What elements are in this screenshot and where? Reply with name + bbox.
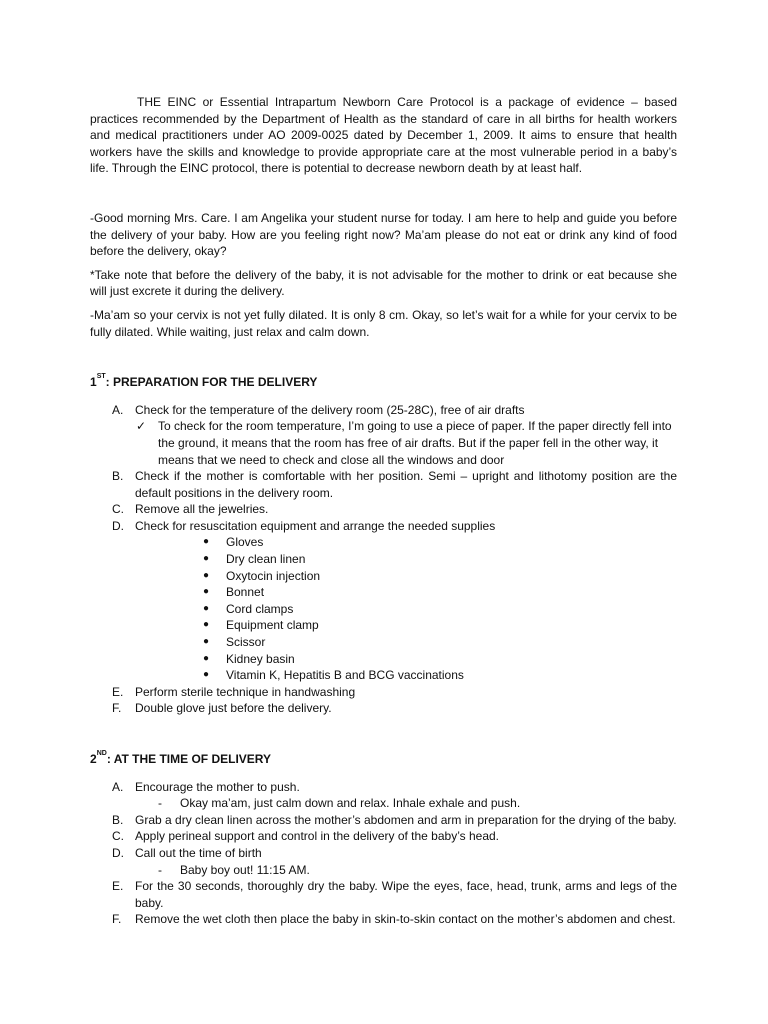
item-letter: C. xyxy=(112,829,124,844)
item-text: Grab a dry clean linen across the mother’s abdomen and arm in preparation for the drying of the baby. xyxy=(135,812,677,827)
bullet-icon: ● xyxy=(203,619,210,631)
note-paragraph: *Take note that before the delivery of the baby, it is not advisable for the mother to drink or eat because she will just excrete it during the delivery. xyxy=(90,267,677,299)
item-text: Encourage the mother to push. xyxy=(135,779,300,794)
supply-item xyxy=(90,584,677,601)
cervix-dialogue: -Ma’am so your cervix is not yet fully dilated. It is only 8 cm. Okay, so let’s wait for a while for your cervix to be fully dilated. While waiting, just relax and calm down. xyxy=(90,307,677,339)
list-item xyxy=(90,779,677,796)
supply-text: Kidney basin xyxy=(226,651,295,666)
item-letter: A. xyxy=(112,402,124,417)
list-item xyxy=(90,845,677,862)
dash-subitem xyxy=(90,862,677,879)
list-item xyxy=(90,684,677,701)
supply-item xyxy=(90,634,677,651)
list-item xyxy=(90,828,677,845)
item-text: Call out the time of birth xyxy=(135,845,262,860)
item-text: Apply perineal support and control in the delivery of the baby’s head. xyxy=(135,829,500,844)
list-item xyxy=(90,402,677,419)
item-letter: B. xyxy=(112,469,124,484)
list-item xyxy=(90,911,677,928)
item-letter: D. xyxy=(112,518,124,533)
list-item xyxy=(90,812,677,829)
list-item xyxy=(90,878,677,911)
supply-item xyxy=(90,651,677,668)
bullet-icon: ● xyxy=(203,669,210,681)
supply-text: Gloves xyxy=(226,535,264,550)
supply-text: Equipment clamp xyxy=(226,618,319,633)
item-text: Perform sterile technique in handwashing xyxy=(135,684,356,699)
intro-paragraph: THE EINC or Essential Intrapartum Newborn Care Protocol is a package of evidence – based practices recommended by the Department of Health as the standard of care in all births for health workers and medical practitioners under AO 2009-0025 dated by December 1, 2009. It aims to ensure that health workers have the skills and knowledge to provide appropriate care at the most vulnerable period in a baby’s life. Through the EINC protocol, there is potential to decrease newborn death by at least half. xyxy=(90,95,677,176)
supply-text: Bonnet xyxy=(226,585,265,600)
section-1-ordinal: ST xyxy=(96,373,106,381)
subitem-text: Baby boy out! 11:15 AM. xyxy=(180,862,310,877)
section-1-title: : PREPARATION FOR THE DELIVERY xyxy=(105,375,318,390)
bullet-icon: ● xyxy=(203,536,210,548)
dash-subitem xyxy=(90,795,677,812)
section-1-heading xyxy=(90,374,677,391)
checkmark-icon: ✓ xyxy=(136,419,147,434)
supply-text: Scissor xyxy=(226,635,266,650)
document-page xyxy=(90,94,677,928)
item-text: Check for the temperature of the delivery room (25-28C), free of air drafts xyxy=(135,402,525,417)
item-text: For the 30 seconds, thoroughly dry the baby. Wipe the eyes, face, head, trunk, arms and legs of the baby. xyxy=(135,879,677,910)
supply-text: Oxytocin injection xyxy=(226,568,321,583)
list-item xyxy=(90,518,677,535)
section-2-ordinal: ND xyxy=(96,750,107,757)
check-text: To check for the room temperature, I’m going to use a piece of paper. If the paper directly fell into the ground, it means that the room has free of air drafts. But if the paper fell in the other way, it means that we need to check and close all the windows and door xyxy=(158,419,672,467)
bullet-icon: ● xyxy=(203,586,210,598)
dash-icon: - xyxy=(158,862,162,877)
supply-item xyxy=(90,667,677,684)
supply-text: Dry clean linen xyxy=(226,552,306,567)
supply-text: Cord clamps xyxy=(226,601,294,616)
list-item xyxy=(90,501,677,518)
supply-text: Vitamin K, Hepatitis B and BCG vaccinations xyxy=(226,668,464,683)
supply-item xyxy=(90,551,677,568)
item-letter: E. xyxy=(112,684,124,699)
dash-icon: - xyxy=(158,796,162,811)
list-item xyxy=(90,700,677,717)
item-letter: E. xyxy=(112,879,124,894)
item-text: Check if the mother is comfortable with her position. Semi – upright and lithotomy position are the default positions in the delivery room. xyxy=(135,469,677,500)
supply-item xyxy=(90,568,677,585)
supply-item xyxy=(90,601,677,618)
item-letter: D. xyxy=(112,845,124,860)
list-item xyxy=(90,468,677,501)
item-letter: F. xyxy=(112,701,122,716)
supply-item xyxy=(90,534,677,551)
section-1-list xyxy=(90,402,677,717)
bullet-icon: ● xyxy=(203,652,210,664)
item-text: Remove the wet cloth then place the baby in skin-to-skin contact on the mother’s abdomen and chest. xyxy=(135,912,676,927)
supply-item xyxy=(90,617,677,634)
greeting-dialogue: -Good morning Mrs. Care. I am Angelika your student nurse for today. I am here to help and guide you before the delivery of your baby. How are you feeling right now? Ma’am please do not eat or drink any kind of food before the delivery, okay? xyxy=(90,210,677,259)
bullet-icon: ● xyxy=(203,553,210,565)
item-letter: A. xyxy=(112,779,124,794)
subitem-text: Okay ma’am, just calm down and relax. Inhale exhale and push. xyxy=(180,796,521,811)
bullet-icon: ● xyxy=(203,569,210,581)
section-2-title: : AT THE TIME OF DELIVERY xyxy=(106,752,272,766)
item-letter: B. xyxy=(112,812,124,827)
item-text: Double glove just before the delivery. xyxy=(135,701,332,716)
item-letter: F. xyxy=(112,912,122,927)
item-text: Remove all the jewelries. xyxy=(135,502,269,517)
check-subitem xyxy=(90,418,677,468)
bullet-icon: ● xyxy=(203,636,210,648)
section-2-heading xyxy=(90,751,677,768)
section-1-number: 1 xyxy=(90,375,97,390)
item-letter: C. xyxy=(112,502,124,517)
bullet-icon: ● xyxy=(203,602,210,614)
item-text: Check for resuscitation equipment and arrange the needed supplies xyxy=(135,518,496,533)
section-2-number: 2 xyxy=(90,752,97,766)
section-2-list xyxy=(90,779,677,928)
